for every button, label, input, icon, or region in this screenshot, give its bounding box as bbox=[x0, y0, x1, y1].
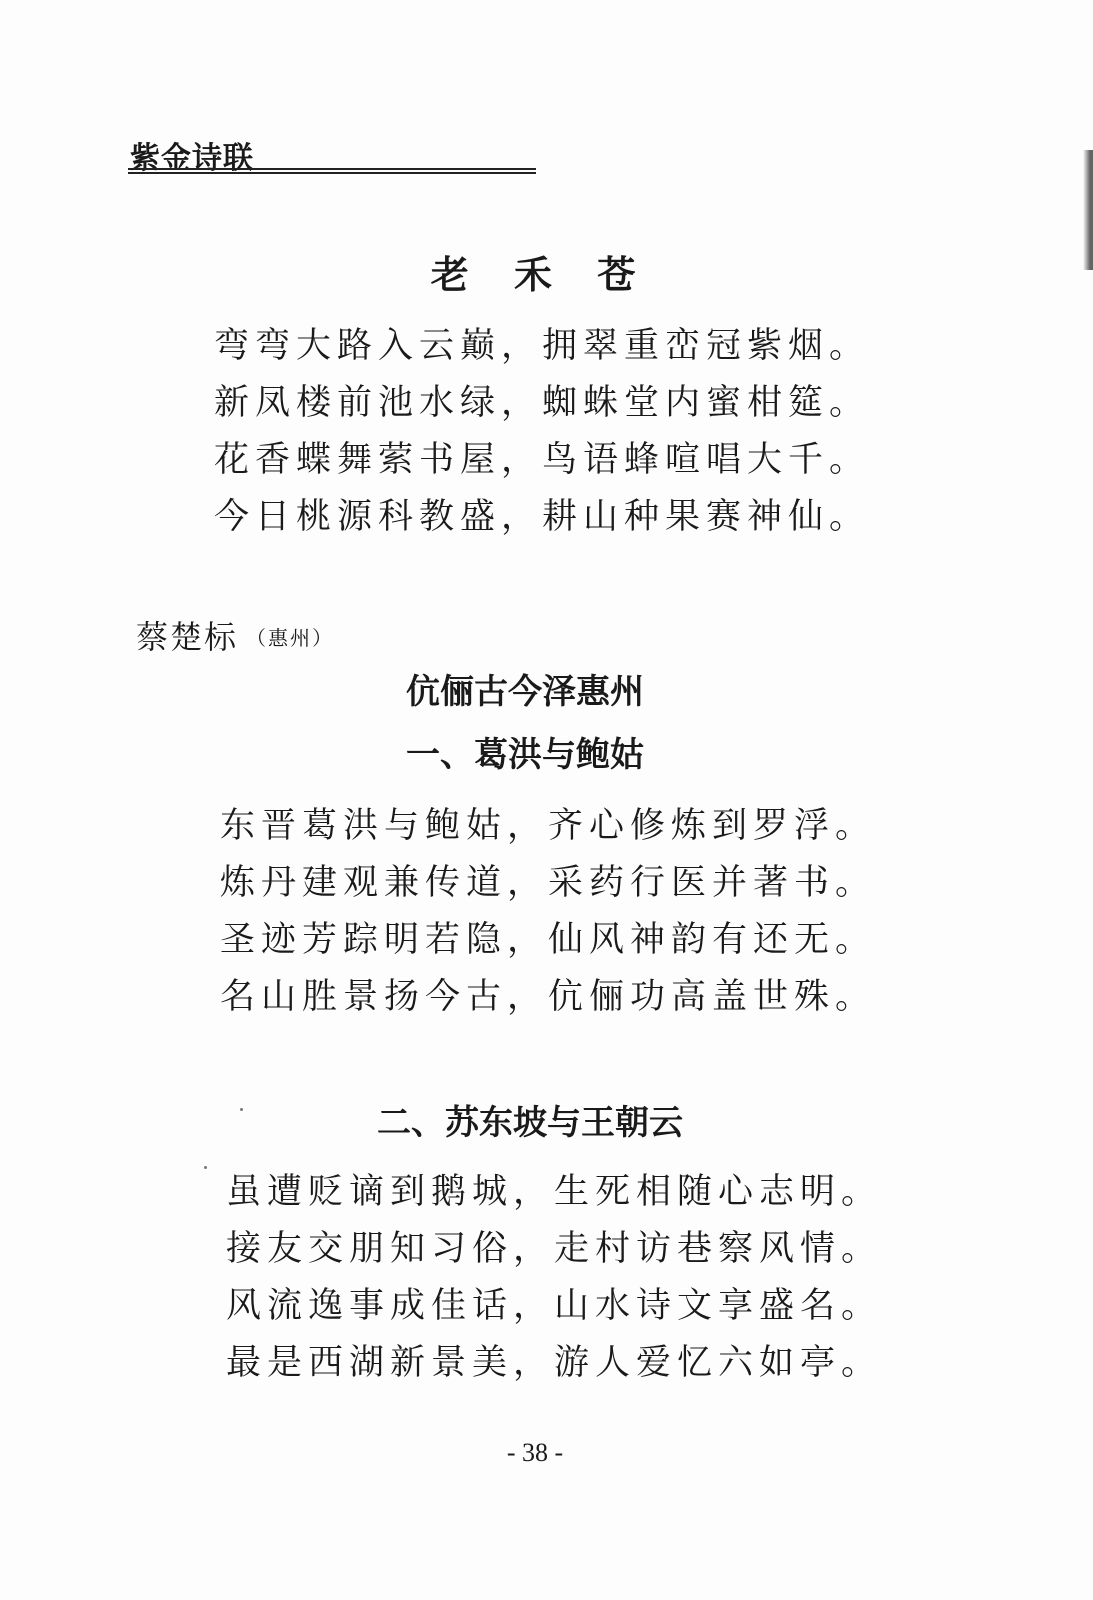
poem2-line: 东晋葛洪与鲍姑，齐心修炼到罗浮。 bbox=[220, 806, 877, 846]
poem3-title: 二、苏东坡与王朝云 bbox=[377, 1103, 683, 1143]
poem3-line: 接友交朋知习俗，走村访巷察风情。 bbox=[226, 1229, 883, 1269]
poem1-body bbox=[214, 318, 870, 546]
poem1-line: 今日桃源科教盛，耕山种果赛神仙。 bbox=[214, 497, 871, 537]
running-header: 紫金诗联 bbox=[130, 141, 254, 176]
author-name: 蔡楚标 bbox=[136, 618, 239, 656]
poem3-line: 最是西湖新景美，游人爱忆六如亭。 bbox=[226, 1343, 883, 1383]
poem1-line: 弯弯大路入云巅，拥翠重峦冠紫烟。 bbox=[214, 326, 871, 366]
poem2-title: 一、葛洪与鲍姑 bbox=[406, 735, 644, 775]
poem3-line: 风流逸事成佳话，山水诗文享盛名。 bbox=[226, 1286, 883, 1326]
poem2-line: 炼丹建观兼传道，采药行医并著书。 bbox=[220, 863, 877, 903]
poem1-line: 新凤楼前池水绿，蜘蛛堂内蜜柑筵。 bbox=[214, 383, 871, 423]
author-region: （惠州） bbox=[246, 626, 335, 650]
header-rule bbox=[128, 168, 536, 174]
poem3-body bbox=[226, 1164, 882, 1392]
poem2-line: 圣迹芳踪明若隐，仙风神韵有还无。 bbox=[220, 920, 877, 960]
author-line bbox=[136, 612, 334, 658]
poem1-title: 老 禾 苍 bbox=[430, 253, 652, 297]
page-number: - 38 - bbox=[506, 1438, 564, 1467]
series-title: 伉俪古今泽惠州 bbox=[406, 672, 644, 712]
poem2-line: 名山胜景扬今古，伉俪功高盖世殊。 bbox=[220, 977, 877, 1017]
scan-speck bbox=[204, 1166, 207, 1169]
poem1-line: 花香蝶舞萦书屋，鸟语蜂喧唱大千。 bbox=[214, 440, 871, 480]
poem3-line: 虽遭贬谪到鹅城，生死相随心志明。 bbox=[226, 1172, 883, 1212]
scan-speck bbox=[240, 1108, 243, 1111]
poem2-body bbox=[220, 798, 876, 1026]
page-edge-shadow bbox=[1083, 150, 1093, 270]
